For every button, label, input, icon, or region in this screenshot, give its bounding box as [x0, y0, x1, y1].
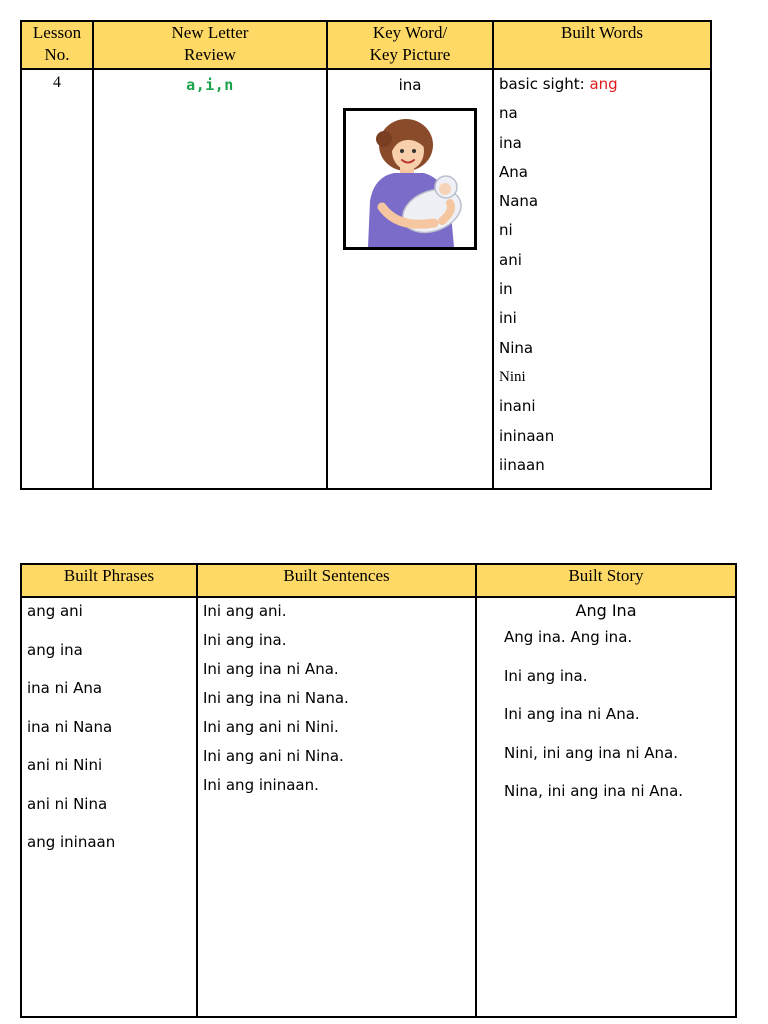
new-letters-cell: [93, 69, 327, 489]
built-sentence: Ini ang ani ni Nina.: [203, 747, 344, 765]
built-word: ani: [499, 250, 522, 269]
built-phrase: ang ani: [27, 602, 83, 620]
mother-holding-baby-icon: [346, 111, 474, 247]
lesson-table-header-row: [21, 21, 711, 69]
built-word: Nini: [499, 368, 526, 385]
header-line: Key Word/: [372, 23, 448, 42]
built-phrase: ani ni Nina: [27, 794, 108, 813]
built-word: inani: [499, 397, 536, 416]
story-line: Nini, ini ang ina ni Ana.: [504, 743, 679, 762]
built-word: ini: [499, 309, 517, 328]
basic-sight-word: ang: [589, 75, 618, 93]
built-word: ina: [499, 133, 522, 152]
header-key-word: [327, 21, 493, 69]
built-words-list: [494, 70, 710, 484]
built-word: Nina: [499, 338, 534, 357]
built-content-table: [20, 563, 737, 1018]
built-word: ininaan: [499, 426, 555, 445]
header-line: Review: [184, 45, 236, 64]
header-lesson-no: [21, 21, 93, 69]
built-sentence: Ini ang ani ni Nini.: [203, 718, 339, 736]
story-line: Ini ang ina.: [504, 666, 588, 685]
built-sentence: Ini ang ina ni Nana.: [203, 689, 349, 707]
header-line: Key Picture: [369, 45, 451, 64]
built-phrase: ina ni Nana: [27, 717, 113, 736]
built-sentence: Ini ang ani.: [203, 602, 287, 620]
built-phrase: ang ina: [27, 640, 83, 659]
built-phrase: ina ni Ana: [27, 679, 103, 697]
built-sentence: Ini ang ininaan.: [203, 776, 319, 794]
header-built-story: Built Story: [476, 564, 736, 597]
new-letters: a,i,n: [186, 76, 234, 94]
lesson-number: 4: [53, 74, 61, 91]
header-built-sentences: Built Sentences: [197, 564, 476, 597]
built-word: ni: [499, 221, 513, 240]
built-sentence: Ini ang ina ni Ana.: [203, 660, 339, 678]
built-phrase: ani ni Nini: [27, 756, 103, 774]
basic-sight-label: basic sight:: [499, 75, 590, 93]
key-picture-mother-baby-icon: [343, 108, 477, 250]
story-line: Ini ang ina ni Ana.: [504, 705, 640, 723]
header-new-letter-review: [93, 21, 327, 69]
header-built-words: [493, 21, 711, 69]
story-line: Nina, ini ang ina ni Ana.: [504, 782, 684, 800]
lesson-table: [20, 20, 712, 490]
basic-sight-line: [499, 74, 710, 103]
header-line: New Letter: [171, 23, 249, 42]
built-sentence: Ini ang ina.: [203, 631, 287, 649]
built-word: in: [499, 280, 513, 299]
header-built-phrases: Built Phrases: [21, 564, 197, 597]
lesson-table-body-row: [21, 69, 711, 489]
story-title: Ang Ina: [575, 601, 637, 620]
built-content-header-row: [21, 564, 736, 597]
key-word: ina: [398, 76, 422, 94]
header-line: Lesson: [32, 23, 82, 42]
built-word: Ana: [499, 162, 528, 181]
built-word: iinaan: [499, 455, 545, 474]
built-words-cell: [493, 69, 711, 489]
built-story-cell: [476, 597, 736, 1017]
built-content-body-row: [21, 597, 736, 1017]
built-word: Nana: [499, 192, 539, 211]
built-phrases-cell: [21, 597, 197, 1017]
lesson-number-cell: [21, 69, 93, 489]
header-line: Built Words: [561, 23, 643, 42]
built-sentences-cell: [197, 597, 476, 1017]
header-line: No.: [44, 45, 70, 64]
key-word-cell: [327, 69, 493, 489]
built-word: na: [499, 104, 518, 123]
story-line: Ang ina. Ang ina.: [504, 628, 633, 646]
built-phrase: ang ininaan: [27, 833, 116, 851]
